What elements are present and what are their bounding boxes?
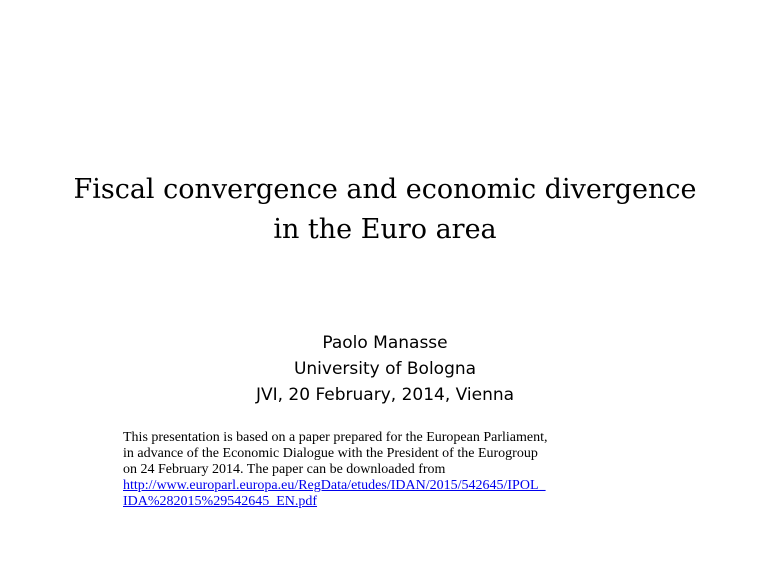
title-line-2: in the Euro area (273, 214, 497, 245)
event-info: JVI, 20 February, 2014, Vienna (255, 385, 515, 405)
title-line-1: Fiscal convergence and economic divergence (73, 174, 697, 205)
author-block (135, 330, 635, 408)
slide-title (40, 170, 730, 250)
paper-link-line-2[interactable]: IDA%282015%29542645_EN.pdf (123, 494, 318, 509)
paper-link-line-1[interactable]: http://www.europarl.europa.eu/RegData/etudes/IDAN/2015/542645/IPOL_ (123, 478, 546, 493)
source-note (123, 430, 683, 510)
note-line-1: This presentation is based on a paper prepared for the European Parliament, (123, 430, 548, 445)
author-name: Paolo Manasse (322, 333, 448, 353)
note-line-2: in advance of the Economic Dialogue with the President of the Eurogroup (123, 446, 538, 461)
author-affiliation: University of Bologna (293, 359, 477, 379)
note-line-3: on 24 February 2014. The paper can be downloaded from (123, 462, 446, 477)
